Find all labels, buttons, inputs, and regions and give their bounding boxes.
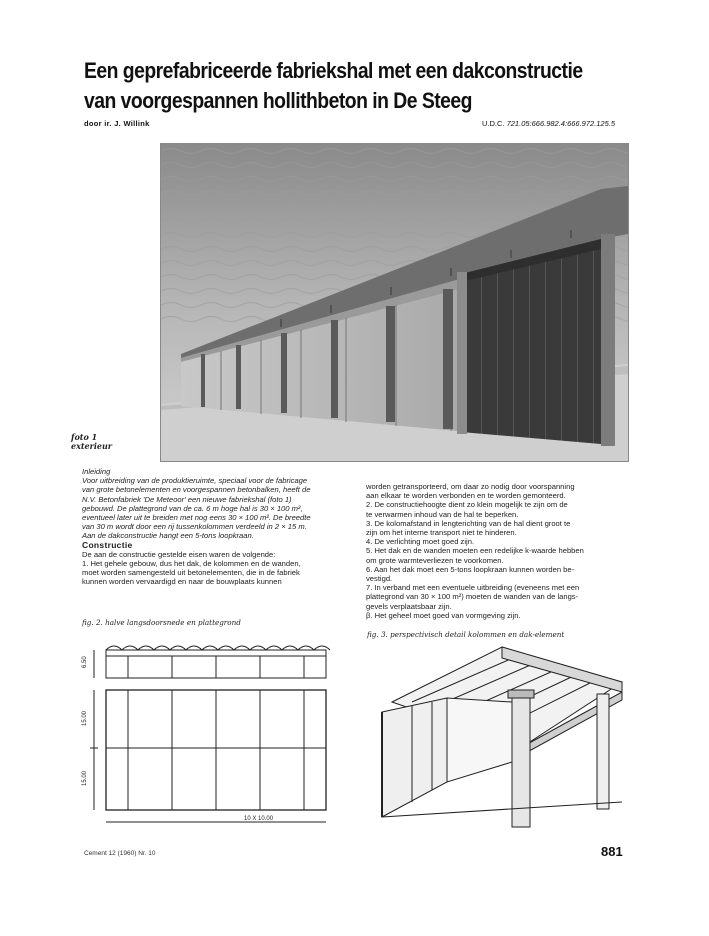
left-text-column — [82, 467, 350, 587]
photo-caption-line-2: exterieur — [71, 440, 113, 451]
journal-reference: Cement 12 (1960) Nr. 10 — [84, 850, 156, 857]
photo-caption-line-1: foto 1 — [71, 432, 98, 442]
constructie-line: 1. Het gehele gebouw, dus het dak, de kolommen en de wanden, — [82, 559, 301, 569]
constructie-line: moet worden samengesteld uit betonelementen, die in de fabriek — [82, 568, 300, 578]
constructie-line: kunnen worden vervaardigd en naar de bouwplaats kunnen — [82, 577, 282, 587]
perspective-detail-svg — [372, 642, 630, 832]
requirement-line: gevels verplaatsbaar zijn. — [366, 601, 452, 611]
requirement-line: 2. De constructiehoogte dient zo klein mogelijk te zijn om de — [366, 500, 568, 510]
page-number: 881 — [601, 844, 623, 859]
fig2-drawing — [76, 628, 338, 828]
constructie-heading: Constructie — [82, 539, 133, 550]
udc-code: 721.05:666.982.4:666.972.125.5 — [506, 119, 616, 128]
intro-line: Aan de dakconstructie hangt een 5-tons loopkraan. — [82, 531, 254, 541]
article-title-line-1: Een geprefabriceerde fabriekshal met een dakconstructie — [84, 58, 583, 83]
fig2-caption: fig. 2. halve langsdoorsnede en plattegrond — [82, 618, 241, 627]
requirement-line: plattegrond van 30 × 100 m²) moeten de wanden van de langs- — [366, 592, 579, 602]
requirement-line: zijn om het interne transport niet te hinderen. — [366, 528, 517, 538]
fig2-dim-bot: 15.00 — [82, 770, 88, 786]
intro-line: eventueel later uit te breiden met nog eens 30 × 100 m². De breedte — [82, 513, 311, 523]
right-text-column — [366, 482, 624, 620]
fig2-dim-top: 6.50 — [82, 656, 88, 668]
requirement-line: 6. Aan het dak moet een 5-tons loopkraan kunnen worden be- — [366, 564, 575, 574]
article-title-line-2: van voorgespannen hollithbeton in De Steeg — [84, 88, 472, 113]
intro-line: gebouwd. De plattegrond van de ca. 6 m hoge hal is 30 × 100 m², — [82, 503, 303, 513]
requirement-line: aan elkaar te worden verbonden en te worden gemonteerd. — [366, 491, 566, 501]
requirement-line: te verwarmen inhoud van de hal te beperken. — [366, 509, 519, 519]
intro-line: Voor uitbreiding van de produktieruimte, speciaal voor de fabricage — [82, 476, 308, 486]
author-byline: door ir. J. Willink — [84, 119, 150, 128]
fig2-dim-bottom: 10 X 10.00 — [244, 816, 274, 822]
requirement-line: vestigd. — [366, 574, 393, 584]
intro-line: N.V. Betonfabriek 'De Meteoor' een nieuwe fabriekshal (foto 1) — [82, 494, 292, 504]
requirement-line: 7. In verband met een eventuele uitbreiding (eveneens met een — [366, 583, 580, 593]
udc-classification — [482, 119, 615, 128]
requirement-line: om grote warmteverliezen te voorkomen. — [366, 555, 504, 565]
requirement-line: β. Het geheel moet goed van vormgeving zijn. — [366, 610, 521, 620]
fig3-caption: fig. 3. perspectivisch detail kolommen en dak-element — [367, 630, 565, 639]
fig3-drawing — [372, 642, 630, 832]
intro-line: van grote betonelementen en voorgespannen betonbalken, heeft de — [82, 485, 311, 495]
intro-line: van 30 m wordt door een rij tussenkolommen verdeeld in 2 × 15 m. — [82, 522, 307, 532]
constructie-line: De aan de constructie gestelde eisen waren de volgende: — [82, 549, 276, 559]
fig2-dim-mid: 15.00 — [82, 710, 88, 726]
photo-caption — [71, 433, 112, 450]
requirement-line: worden getransporteerd, om daar zo nodig door voorspanning — [366, 482, 575, 491]
requirement-line: 5. Het dak en de wanden moeten een redelijke k-waarde hebben — [366, 546, 584, 556]
hall-exterior-illustration — [161, 144, 628, 461]
udc-prefix: U.D.C. — [482, 119, 507, 128]
intro-heading: Inleiding — [82, 467, 111, 476]
requirement-line: 4. De verlichting moet goed zijn. — [366, 537, 475, 547]
requirement-line: 3. De kolomafstand in lengterichting van de hal dient groot te — [366, 518, 571, 528]
article-title — [84, 56, 583, 116]
floor-plan-section-svg — [76, 628, 338, 828]
exterior-photo — [160, 143, 629, 462]
